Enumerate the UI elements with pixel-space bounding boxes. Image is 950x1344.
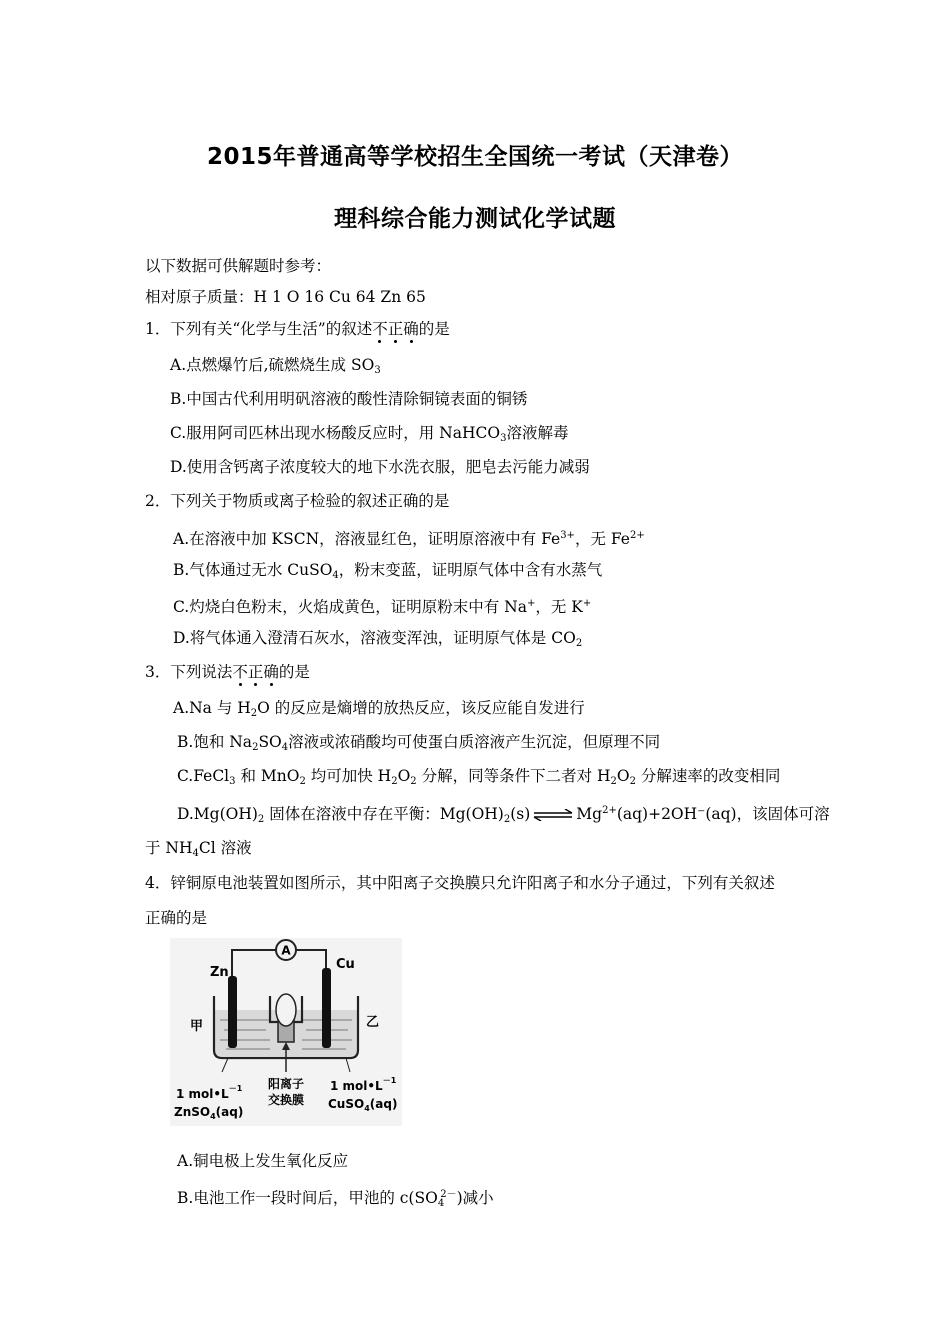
option-text: B.饱和 Na xyxy=(177,733,253,751)
subscript: 2 xyxy=(575,638,583,649)
subscript: 2 xyxy=(503,814,511,825)
subscript: 3 xyxy=(500,433,507,444)
left-cell-label: 甲 xyxy=(190,1019,204,1034)
option-text: A.点燃爆竹后,硫燃烧生成 SO xyxy=(170,356,375,374)
membrane-label-1: 阳离子 xyxy=(267,1077,305,1091)
subscript: 2 xyxy=(250,708,258,719)
question-3-option-b xyxy=(177,732,660,758)
question-1-option-c xyxy=(170,423,568,449)
subscript: 2 xyxy=(410,776,417,787)
superscript: + xyxy=(526,598,536,609)
question-4-option-b xyxy=(177,1185,494,1214)
intro-text: 以下数据可供解题时参考： xyxy=(145,257,332,275)
option-text: ，无 K xyxy=(535,598,583,616)
option-text: ，无 Fe xyxy=(574,530,630,548)
question-2-stem: 2．下列关于物质或离子检验的叙述正确的是 xyxy=(145,492,450,510)
option-text: D.Mg(OH) xyxy=(177,805,258,823)
option-text: C.FeCl xyxy=(177,767,230,785)
question-3-stem xyxy=(145,662,310,682)
option-text: O xyxy=(616,767,630,785)
galvanic-cell-diagram xyxy=(170,938,402,1126)
membrane-holder xyxy=(276,994,296,1026)
option-text: 溶液解毒 xyxy=(506,424,569,442)
superscript: 2－ xyxy=(440,1189,457,1200)
emphasis-char: 不 xyxy=(372,320,388,338)
left-pointer xyxy=(222,1058,228,1072)
option-text: D.将气体通入澄清石灰水，溶液变浑浊，证明原气体是 CO xyxy=(173,629,576,647)
emphasis-char: 不 xyxy=(232,663,248,681)
ammeter-label: A xyxy=(281,943,291,958)
left-concentration-label: 1 $mol•L^{-1}$ xyxy=(176,1084,243,1101)
wire-left xyxy=(232,950,276,978)
option-text: A.在溶液中加 KSCN，溶液显红色，证明原溶液中有 Fe xyxy=(173,530,561,548)
option-text: 均可加快 H xyxy=(305,767,392,785)
question-4-stem: 4．锌铜原电池装置如图所示，其中阳离子交换膜只允许阳离子和水分子通过，下列有关叙述 xyxy=(145,874,775,892)
option-text: 固体在溶液中存在平衡：Mg(OH) xyxy=(264,805,504,823)
question-1-option-d: D.使用含钙离子浓度较大的地下水洗衣服，肥皂去污能力减弱 xyxy=(170,458,590,476)
exam-subtitle: 理科综合能力测试化学试题 xyxy=(334,206,616,232)
question-4-stem-continued: 正确的是 xyxy=(145,909,208,927)
option-text: )减小 xyxy=(456,1189,494,1207)
question-2-option-c xyxy=(173,594,591,617)
zinc-electrode xyxy=(228,976,237,1048)
option-text: B.气体通过无水 CuSO xyxy=(173,561,333,579)
right-cell-label: 乙 xyxy=(366,1015,380,1030)
question-3-option-a xyxy=(173,698,585,724)
option-text: A.Na 与 H xyxy=(173,699,251,717)
exam-title: 2015年普通高等学校招生全国统一考试（天津卷） xyxy=(206,144,743,170)
option-text: (s) xyxy=(510,805,531,823)
question-1-option-b: B.中国古代利用明矾溶液的酸性清除铜镜表面的铜锈 xyxy=(170,390,528,408)
subscript: 2 xyxy=(257,814,265,825)
option-text: 分解速率的改变相同 xyxy=(636,767,781,785)
superscript: 3+ xyxy=(560,530,575,541)
option-text: SO xyxy=(258,733,282,751)
right-concentration-label: 1 $mol•L^{-1}$ xyxy=(330,1076,397,1093)
option-text: 分解，同等条件下二者对 H xyxy=(416,767,611,785)
superscript: 2+ xyxy=(602,805,617,816)
subscript: 4 xyxy=(192,848,199,859)
option-text: 溶液或浓硝酸均可使蛋白质溶液产生沉淀，但原理不同 xyxy=(288,733,661,751)
subscript: 4 xyxy=(437,1198,445,1209)
question-1-stem xyxy=(145,319,450,339)
subscript: 2 xyxy=(610,776,617,787)
wire-right xyxy=(296,950,326,970)
option-text: 于 NH xyxy=(145,839,193,857)
right-pointer xyxy=(346,1058,350,1072)
galvanic-cell-figure xyxy=(170,938,402,1126)
question-2-option-a xyxy=(173,526,645,549)
option-text: (aq)+2OH⁻(aq)，该固体可溶 xyxy=(616,805,830,823)
membrane-label-2: 交换膜 xyxy=(267,1093,305,1107)
question-1-stem-post: 的是 xyxy=(418,320,450,338)
question-3-stem-pre: 3．下列说法 xyxy=(145,663,233,681)
subscript: 4 xyxy=(281,742,289,753)
question-1-stem-pre: 1．下列有关“化学与生活”的叙述 xyxy=(145,320,373,338)
subscript: 3 xyxy=(374,365,381,376)
subscript: 2 xyxy=(252,742,259,753)
subscript: 3 xyxy=(229,776,236,787)
superscript: + xyxy=(582,598,592,609)
subscript: 2 xyxy=(299,776,306,787)
emphasis-char: 正 xyxy=(247,663,264,681)
option-text: C.灼烧白色粉末，火焰成黄色，证明原粉末中有 Na xyxy=(173,598,527,616)
emphasis-char: 正 xyxy=(387,320,404,338)
option-text: C.服用阿司匹林出现水杨酸反应时，用 NaHCO xyxy=(170,424,501,442)
option-text: ，粉末变蓝，证明原气体中含有水蒸气 xyxy=(338,561,603,579)
left-solution-label: ZnSO$_4$(aq) xyxy=(174,1105,244,1121)
atomic-mass-text: 相对原子质量：H 1 O 16 Cu 64 Zn 65 xyxy=(145,288,426,306)
question-3-option-c xyxy=(177,766,780,792)
subscript: 4 xyxy=(332,570,339,581)
question-1-option-a xyxy=(170,355,381,381)
option-text: O 的反应是熵增的放热反应，该反应能自发进行 xyxy=(257,699,585,717)
question-2-option-b xyxy=(173,560,602,586)
option-text: O xyxy=(397,767,411,785)
subscript: 2 xyxy=(629,776,636,787)
equilibrium-arrow-icon xyxy=(532,809,574,821)
question-3-option-d-continued xyxy=(145,838,252,864)
superscript: 2+ xyxy=(629,530,645,541)
emphasis-char: 确 xyxy=(403,320,419,338)
question-4-option-a: A.铜电极上发生氧化反应 xyxy=(177,1152,349,1170)
question-3-option-d xyxy=(177,801,830,830)
subscript: 2 xyxy=(391,776,398,787)
cu-label: Cu xyxy=(336,957,355,972)
copper-electrode xyxy=(322,968,331,1048)
zn-label: Zn xyxy=(210,965,229,980)
question-2-option-d xyxy=(173,628,582,654)
question-3-stem-post: 的是 xyxy=(278,663,310,681)
option-text: Mg xyxy=(576,805,603,823)
option-text: Cl 溶液 xyxy=(198,839,252,857)
option-text: B.电池工作一段时间后，甲池的 c(SO xyxy=(177,1189,438,1207)
option-text: 和 MnO xyxy=(235,767,300,785)
emphasis-char: 确 xyxy=(263,663,279,681)
right-solution-label: CuSO$_4$(aq) xyxy=(328,1097,398,1113)
